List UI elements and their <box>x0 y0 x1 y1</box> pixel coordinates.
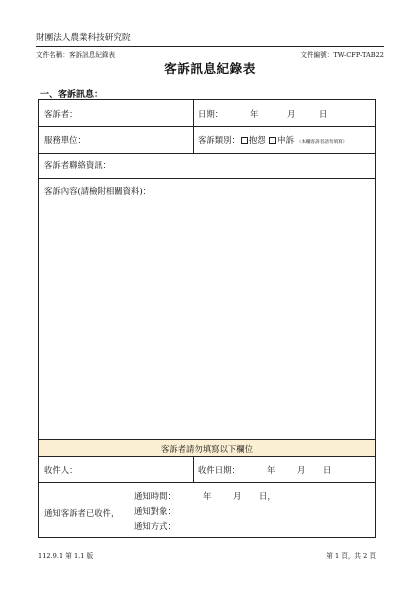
notify-month[interactable]: 月 <box>233 491 242 501</box>
header-divider <box>36 46 384 47</box>
row-divider <box>39 439 375 440</box>
category-label: 客訴類別： <box>198 135 240 145</box>
complaint-checkbox[interactable] <box>241 137 248 144</box>
section-heading: 一、客訴訊息： <box>40 90 104 100</box>
category-note: （本欄客訴者請勿填寫） <box>296 140 348 145</box>
complaint-content-field[interactable]: 客訴內容(請檢附相關資料)： <box>44 186 152 196</box>
version-number: 112.9.1 第 1.1 版 <box>38 552 94 560</box>
complaint-option-label: 抱怨 <box>248 135 266 145</box>
organization-name: 財團法人農業科技研究院 <box>36 33 131 43</box>
notify-year[interactable]: 年 <box>203 491 212 501</box>
receipt-date-month[interactable]: 月 <box>297 465 306 475</box>
complaint-form-table <box>38 99 376 538</box>
notify-day[interactable]: 日， <box>259 491 276 501</box>
form-title: 客訴訊息紀錄表 <box>164 61 256 76</box>
notify-target-field[interactable]: 通知對象： <box>134 506 176 516</box>
receipt-date-day[interactable]: 日 <box>323 465 332 475</box>
date-label: 日期： <box>198 109 224 119</box>
date-month[interactable]: 月 <box>287 109 296 119</box>
receipt-date-label: 收件日期： <box>198 465 240 475</box>
recipient-field[interactable]: 收件人： <box>44 465 78 475</box>
notify-time-label: 通知時間： <box>134 491 176 501</box>
appeal-option-label: 申訴 <box>277 135 295 145</box>
page-number: 第 1 頁，共 2 頁 <box>326 552 376 560</box>
complaint-category <box>198 134 347 146</box>
column-divider <box>193 100 194 153</box>
row-divider <box>39 456 375 457</box>
staff-only-label: 客訴者請勿填寫以下欄位 <box>160 444 254 454</box>
complainant-field[interactable]: 客訴者： <box>44 109 78 119</box>
contact-info-field[interactable]: 客訴者聯絡資訊： <box>44 160 111 170</box>
row-divider <box>39 482 375 483</box>
date-year[interactable]: 年 <box>250 109 259 119</box>
row-divider <box>39 126 375 127</box>
appeal-checkbox[interactable] <box>269 137 276 144</box>
document-number: 文件編號：TW-CFP-TAB22 <box>300 51 384 59</box>
column-divider <box>193 456 194 482</box>
document-name: 文件名稱：客訴訊息紀錄表 <box>36 51 116 59</box>
row-divider <box>39 178 375 179</box>
row-divider <box>39 153 375 154</box>
receipt-date-year[interactable]: 年 <box>267 465 276 475</box>
notify-method-field[interactable]: 通知方式： <box>134 521 176 531</box>
date-day[interactable]: 日 <box>319 109 328 119</box>
notify-received-label: 通知客訴者已收件， <box>44 508 120 518</box>
service-unit-field[interactable]: 服務單位： <box>44 135 86 145</box>
